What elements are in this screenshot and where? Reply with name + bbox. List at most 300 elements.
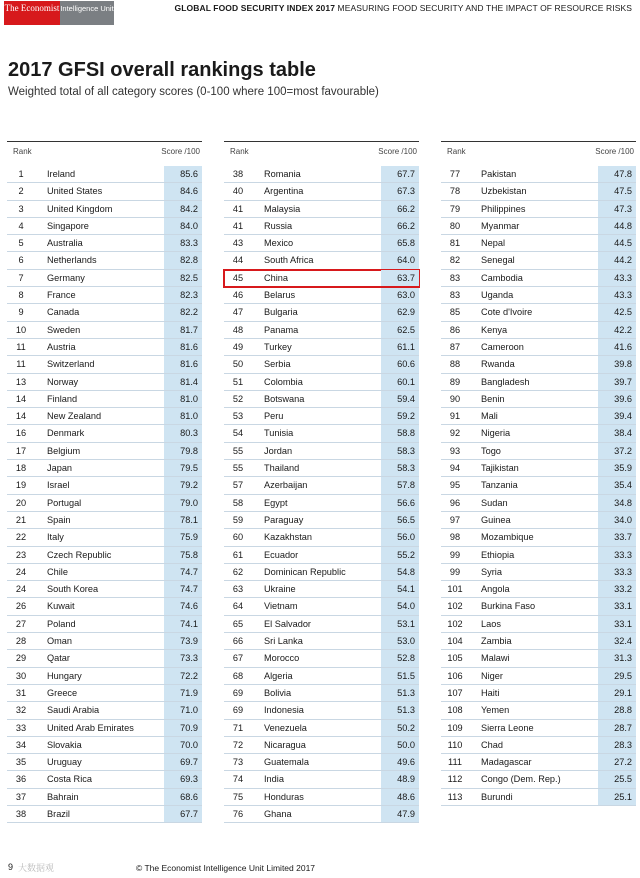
table-row: [7, 702, 202, 719]
country-cell: Benin: [481, 393, 505, 404]
rank-cell: 64: [232, 601, 244, 612]
score-cell: 27.2: [598, 754, 636, 770]
rank-cell: 27: [15, 618, 27, 629]
rank-cell: 66: [232, 636, 244, 647]
score-cell: 82.3: [164, 287, 202, 303]
score-cell: 47.9: [381, 806, 419, 822]
score-cell: 74.1: [164, 616, 202, 632]
country-cell: Uzbekistan: [481, 186, 527, 197]
rank-cell: 104: [447, 636, 463, 647]
rank-cell: 110: [447, 739, 463, 750]
table-row: [441, 598, 636, 615]
score-cell: 48.6: [381, 789, 419, 805]
rank-cell: 24: [15, 584, 27, 595]
country-cell: Slovakia: [47, 739, 82, 750]
rank-cell: 50: [232, 359, 244, 370]
country-cell: Cambodia: [481, 272, 523, 283]
watermark: 大数据观: [18, 863, 55, 873]
score-cell: 79.2: [164, 477, 202, 493]
table-row: [7, 564, 202, 581]
rank-cell: 36: [15, 774, 27, 785]
table-row: [441, 460, 636, 477]
score-cell: 82.8: [164, 252, 202, 268]
rank-cell: 85: [449, 307, 461, 318]
table-row: [224, 737, 419, 754]
table-row: [224, 754, 419, 771]
country-cell: Congo (Dem. Rep.): [481, 774, 561, 785]
country-cell: Japan: [47, 463, 73, 474]
country-cell: India: [264, 774, 284, 785]
rank-cell: 52: [232, 393, 244, 404]
table-row: [441, 166, 636, 183]
country-cell: Costa Rica: [47, 774, 92, 785]
score-cell: 33.1: [598, 598, 636, 614]
country-cell: Czech Republic: [47, 549, 112, 560]
page-subtitle: Weighted total of all category scores (0-100 where 100=most favourable): [8, 86, 379, 98]
country-cell: Angola: [481, 584, 510, 595]
ranking-column-1: [7, 141, 202, 823]
rank-cell: 30: [15, 670, 27, 681]
score-cell: 78.1: [164, 512, 202, 528]
table-row: [441, 650, 636, 667]
country-cell: Algeria: [264, 670, 293, 681]
score-cell: 60.6: [381, 356, 419, 372]
table-row: [7, 356, 202, 373]
score-cell: 66.2: [381, 201, 419, 217]
score-cell: 39.6: [598, 391, 636, 407]
country-cell: Israel: [47, 480, 70, 491]
rank-cell: 96: [449, 497, 461, 508]
rank-cell: 61: [232, 549, 244, 560]
country-cell: Kazakhstan: [264, 532, 313, 543]
country-cell: Dominican Republic: [264, 566, 346, 577]
table-row: [7, 339, 202, 356]
country-cell: Romania: [264, 169, 301, 179]
country-cell: Malaysia: [264, 203, 301, 214]
table-row: [224, 166, 419, 183]
rank-cell: 78: [449, 186, 461, 197]
country-cell: Argentina: [264, 186, 304, 197]
column-header: [224, 142, 419, 166]
rank-cell: 13: [15, 376, 27, 387]
table-row: [224, 512, 419, 529]
table-row: [7, 771, 202, 788]
table-row: [7, 408, 202, 425]
score-cell: 81.6: [164, 339, 202, 355]
country-cell: Panama: [264, 324, 299, 335]
rank-cell: 46: [232, 290, 244, 301]
country-cell: Ecuador: [264, 549, 299, 560]
table-row: [7, 201, 202, 218]
country-cell: Egypt: [264, 497, 288, 508]
country-cell: Chad: [481, 739, 503, 750]
table-row: [441, 201, 636, 218]
score-cell: 28.7: [598, 720, 636, 736]
table-row: [7, 633, 202, 650]
score-cell: 25.5: [598, 771, 636, 787]
table-row: [7, 270, 202, 287]
rank-cell: 107: [447, 687, 463, 698]
rank-cell: 32: [15, 705, 27, 716]
country-cell: Poland: [47, 618, 76, 629]
rank-cell: 63: [232, 584, 244, 595]
score-cell: 52.8: [381, 650, 419, 666]
country-cell: Finland: [47, 393, 78, 404]
table-row: [441, 304, 636, 321]
country-cell: Australia: [47, 238, 83, 249]
rank-cell: 17: [15, 445, 27, 456]
score-cell: 58.8: [381, 425, 419, 441]
score-cell: 51.3: [381, 702, 419, 718]
table-row: [441, 737, 636, 754]
country-cell: Portugal: [47, 497, 82, 508]
table-row: [7, 616, 202, 633]
rank-cell: 58: [232, 497, 244, 508]
country-cell: South Africa: [264, 255, 314, 266]
page-title: 2017 GFSI overall rankings table: [8, 59, 316, 81]
table-row: [441, 685, 636, 702]
country-cell: Botswana: [264, 393, 305, 404]
score-cell: 74.6: [164, 598, 202, 614]
rank-cell: 98: [449, 532, 461, 543]
score-cell: 72.2: [164, 668, 202, 684]
country-cell: Oman: [47, 636, 73, 647]
country-cell: Burkina Faso: [481, 601, 536, 612]
score-cell: 44.2: [598, 252, 636, 268]
rank-cell: 21: [15, 514, 27, 525]
economist-logo: The Economist: [4, 1, 60, 25]
table-row: [7, 754, 202, 771]
rank-cell: 3: [18, 203, 24, 214]
rank-cell: 82: [449, 255, 461, 266]
rank-cell: 29: [15, 653, 27, 664]
table-row: [441, 668, 636, 685]
table-row: [7, 685, 202, 702]
country-cell: Tunisia: [264, 428, 294, 439]
country-cell: Colombia: [264, 376, 303, 387]
rank-cell: 71: [232, 722, 244, 733]
score-header: Score /100: [161, 147, 200, 156]
country-cell: Niger: [481, 670, 503, 681]
rank-cell: 23: [15, 549, 27, 560]
table-row: [7, 547, 202, 564]
table-row: [441, 702, 636, 719]
table-row: [7, 806, 202, 823]
table-row: [7, 235, 202, 252]
country-cell: Saudi Arabia: [47, 705, 100, 716]
table-row: [224, 598, 419, 615]
page-header: [0, 0, 640, 27]
rank-cell: 37: [15, 791, 27, 802]
table-row: [441, 270, 636, 287]
score-cell: 47.8: [598, 166, 636, 182]
rank-cell: 77: [449, 169, 461, 179]
table-row: [7, 252, 202, 269]
rank-cell: 20: [15, 497, 27, 508]
score-cell: 73.9: [164, 633, 202, 649]
country-cell: Mali: [481, 411, 498, 422]
table-row: [441, 495, 636, 512]
rank-cell: 83: [449, 272, 461, 283]
score-cell: 63.0: [381, 287, 419, 303]
score-cell: 61.1: [381, 339, 419, 355]
table-row: [7, 322, 202, 339]
table-row: [7, 183, 202, 200]
rank-cell: 69: [232, 687, 244, 698]
score-cell: 75.8: [164, 547, 202, 563]
rank-cell: 31: [15, 687, 27, 698]
report-subtitle: MEASURING FOOD SECURITY AND THE IMPACT OF RESOURCE RISKS: [337, 3, 632, 13]
rank-cell: 49: [232, 341, 244, 352]
rank-cell: 76: [232, 808, 244, 819]
table-row: [224, 564, 419, 581]
rank-header: Rank: [447, 147, 466, 156]
table-row: [441, 754, 636, 771]
score-cell: 73.3: [164, 650, 202, 666]
rank-cell: 108: [447, 705, 463, 716]
rank-cell: 18: [15, 463, 27, 474]
score-cell: 67.7: [164, 806, 202, 822]
table-row: [441, 356, 636, 373]
copyright: © The Economist Intelligence Unit Limited 2017: [136, 863, 316, 873]
rank-cell: 54: [232, 428, 244, 439]
rank-cell: 43: [232, 238, 244, 249]
score-cell: 81.6: [164, 356, 202, 372]
rank-cell: 99: [449, 566, 461, 577]
country-cell: Canada: [47, 307, 80, 318]
rank-cell: 113: [447, 791, 463, 802]
table-row: [7, 720, 202, 737]
score-cell: 62.5: [381, 322, 419, 338]
country-cell: France: [47, 290, 76, 301]
table-row: [441, 339, 636, 356]
country-cell: Honduras: [264, 791, 304, 802]
rank-cell: 101: [447, 584, 463, 595]
table-row: [441, 616, 636, 633]
table-row: [224, 720, 419, 737]
column-header: [441, 142, 636, 166]
table-row: [224, 633, 419, 650]
ranking-column-3: [441, 141, 636, 806]
country-cell: Sudan: [481, 497, 508, 508]
score-cell: 33.7: [598, 529, 636, 545]
table-row: [441, 425, 636, 442]
rank-cell: 53: [232, 411, 244, 422]
table-row: [7, 391, 202, 408]
country-cell: Bangladesh: [481, 376, 530, 387]
country-cell: Italy: [47, 532, 64, 543]
country-cell: Nepal: [481, 238, 506, 249]
table-row: [441, 183, 636, 200]
country-cell: Sri Lanka: [264, 636, 303, 647]
country-cell: Spain: [47, 514, 71, 525]
table-row: [224, 339, 419, 356]
score-cell: 47.3: [598, 201, 636, 217]
score-cell: 33.3: [598, 547, 636, 563]
rank-cell: 62: [232, 566, 244, 577]
score-cell: 74.7: [164, 564, 202, 580]
score-cell: 56.0: [381, 529, 419, 545]
rank-cell: 102: [447, 601, 463, 612]
table-row: [441, 408, 636, 425]
rank-cell: 51: [232, 376, 244, 387]
score-cell: 67.7: [381, 166, 419, 182]
score-cell: 47.5: [598, 183, 636, 199]
country-cell: Ethiopia: [481, 549, 515, 560]
country-cell: Ghana: [264, 808, 292, 819]
score-cell: 33.2: [598, 581, 636, 597]
table-row: [441, 547, 636, 564]
score-cell: 41.6: [598, 339, 636, 355]
table-row: [224, 391, 419, 408]
table-row: [224, 425, 419, 442]
country-cell: Indonesia: [264, 705, 304, 716]
country-cell: Jordan: [264, 445, 293, 456]
score-cell: 56.6: [381, 495, 419, 511]
score-cell: 84.0: [164, 218, 202, 234]
score-cell: 58.3: [381, 443, 419, 459]
ranking-rows: [441, 166, 636, 806]
score-cell: 79.0: [164, 495, 202, 511]
rank-cell: 75: [232, 791, 244, 802]
table-row: [441, 529, 636, 546]
rank-cell: 74: [232, 774, 244, 785]
report-title: GLOBAL FOOD SECURITY INDEX 2017: [174, 3, 336, 13]
rank-cell: 55: [232, 463, 244, 474]
score-cell: 82.5: [164, 270, 202, 286]
rank-cell: 83: [449, 290, 461, 301]
rank-cell: 26: [15, 601, 27, 612]
rank-cell: 80: [449, 220, 461, 231]
score-cell: 71.9: [164, 685, 202, 701]
country-cell: Tanzania: [481, 480, 518, 491]
score-cell: 54.8: [381, 564, 419, 580]
rank-cell: 111: [448, 757, 462, 768]
score-cell: 57.8: [381, 477, 419, 493]
table-row: [7, 477, 202, 494]
country-cell: Pakistan: [481, 169, 517, 179]
score-cell: 54.0: [381, 598, 419, 614]
table-row: [441, 235, 636, 252]
table-row: [224, 702, 419, 719]
country-cell: Netherlands: [47, 255, 97, 266]
table-row: [224, 252, 419, 269]
table-row: [224, 304, 419, 321]
score-cell: 53.1: [381, 616, 419, 632]
rank-cell: 16: [15, 428, 27, 439]
table-row: [7, 650, 202, 667]
table-row: [224, 547, 419, 564]
country-cell: Austria: [47, 341, 76, 352]
country-cell: Zambia: [481, 636, 512, 647]
rank-cell: 102: [447, 618, 463, 629]
score-cell: 56.5: [381, 512, 419, 528]
rank-cell: 86: [449, 324, 461, 335]
score-cell: 54.1: [381, 581, 419, 597]
rank-cell: 60: [232, 532, 244, 543]
score-cell: 58.3: [381, 460, 419, 476]
country-cell: Greece: [47, 687, 78, 698]
country-cell: Morocco: [264, 653, 300, 664]
rank-cell: 47: [232, 307, 244, 318]
country-cell: Belgium: [47, 445, 81, 456]
rank-cell: 2: [18, 186, 24, 197]
score-header: Score /100: [595, 147, 634, 156]
country-cell: Azerbaijan: [264, 480, 308, 491]
country-cell: Denmark: [47, 428, 85, 439]
country-cell: Sweden: [47, 324, 81, 335]
table-row: [7, 287, 202, 304]
rank-cell: 24: [15, 566, 27, 577]
country-cell: Kuwait: [47, 601, 75, 612]
score-cell: 62.9: [381, 304, 419, 320]
table-row: [224, 529, 419, 546]
score-cell: 84.6: [164, 183, 202, 199]
country-cell: China: [264, 272, 289, 283]
country-cell: Tajikistan: [481, 463, 519, 474]
score-cell: 70.9: [164, 720, 202, 736]
rank-cell: 5: [18, 238, 24, 249]
table-row: [7, 512, 202, 529]
country-cell: Yemen: [481, 705, 510, 716]
country-cell: Ukraine: [264, 584, 296, 595]
rank-cell: 67: [232, 653, 244, 664]
rank-cell: 38: [232, 169, 244, 179]
score-cell: 38.4: [598, 425, 636, 441]
table-row: [224, 616, 419, 633]
rank-cell: 28: [15, 636, 27, 647]
table-row: [7, 581, 202, 598]
table-row: [224, 495, 419, 512]
score-cell: 81.0: [164, 408, 202, 424]
score-cell: 74.7: [164, 581, 202, 597]
table-row: [224, 668, 419, 685]
country-cell: Qatar: [47, 653, 70, 664]
country-cell: Togo: [481, 445, 501, 456]
rank-cell: 105: [447, 653, 463, 664]
table-row: [441, 322, 636, 339]
country-cell: Madagascar: [481, 757, 532, 768]
score-cell: 29.1: [598, 685, 636, 701]
country-cell: Kenya: [481, 324, 508, 335]
rank-cell: 95: [449, 480, 461, 491]
rank-cell: 57: [232, 480, 244, 491]
country-cell: Venezuela: [264, 722, 307, 733]
score-cell: 34.0: [598, 512, 636, 528]
score-cell: 33.3: [598, 564, 636, 580]
country-cell: Vietnam: [264, 601, 298, 612]
country-cell: Hungary: [47, 670, 82, 681]
country-cell: Thailand: [264, 463, 300, 474]
score-cell: 81.4: [164, 374, 202, 390]
ranking-column-2: [224, 141, 419, 823]
country-cell: New Zealand: [47, 411, 102, 422]
table-row: [7, 425, 202, 442]
rank-cell: 35: [15, 757, 27, 768]
table-row: [441, 633, 636, 650]
table-row: [7, 166, 202, 183]
table-row: [7, 495, 202, 512]
rank-cell: 55: [232, 445, 244, 456]
rank-cell: 1: [18, 169, 24, 179]
score-cell: 69.3: [164, 771, 202, 787]
score-cell: 48.9: [381, 771, 419, 787]
country-cell: Chile: [47, 566, 68, 577]
table-row-highlighted: [224, 270, 419, 287]
score-cell: 63.7: [381, 270, 419, 286]
score-cell: 66.2: [381, 218, 419, 234]
rank-cell: 8: [18, 290, 24, 301]
